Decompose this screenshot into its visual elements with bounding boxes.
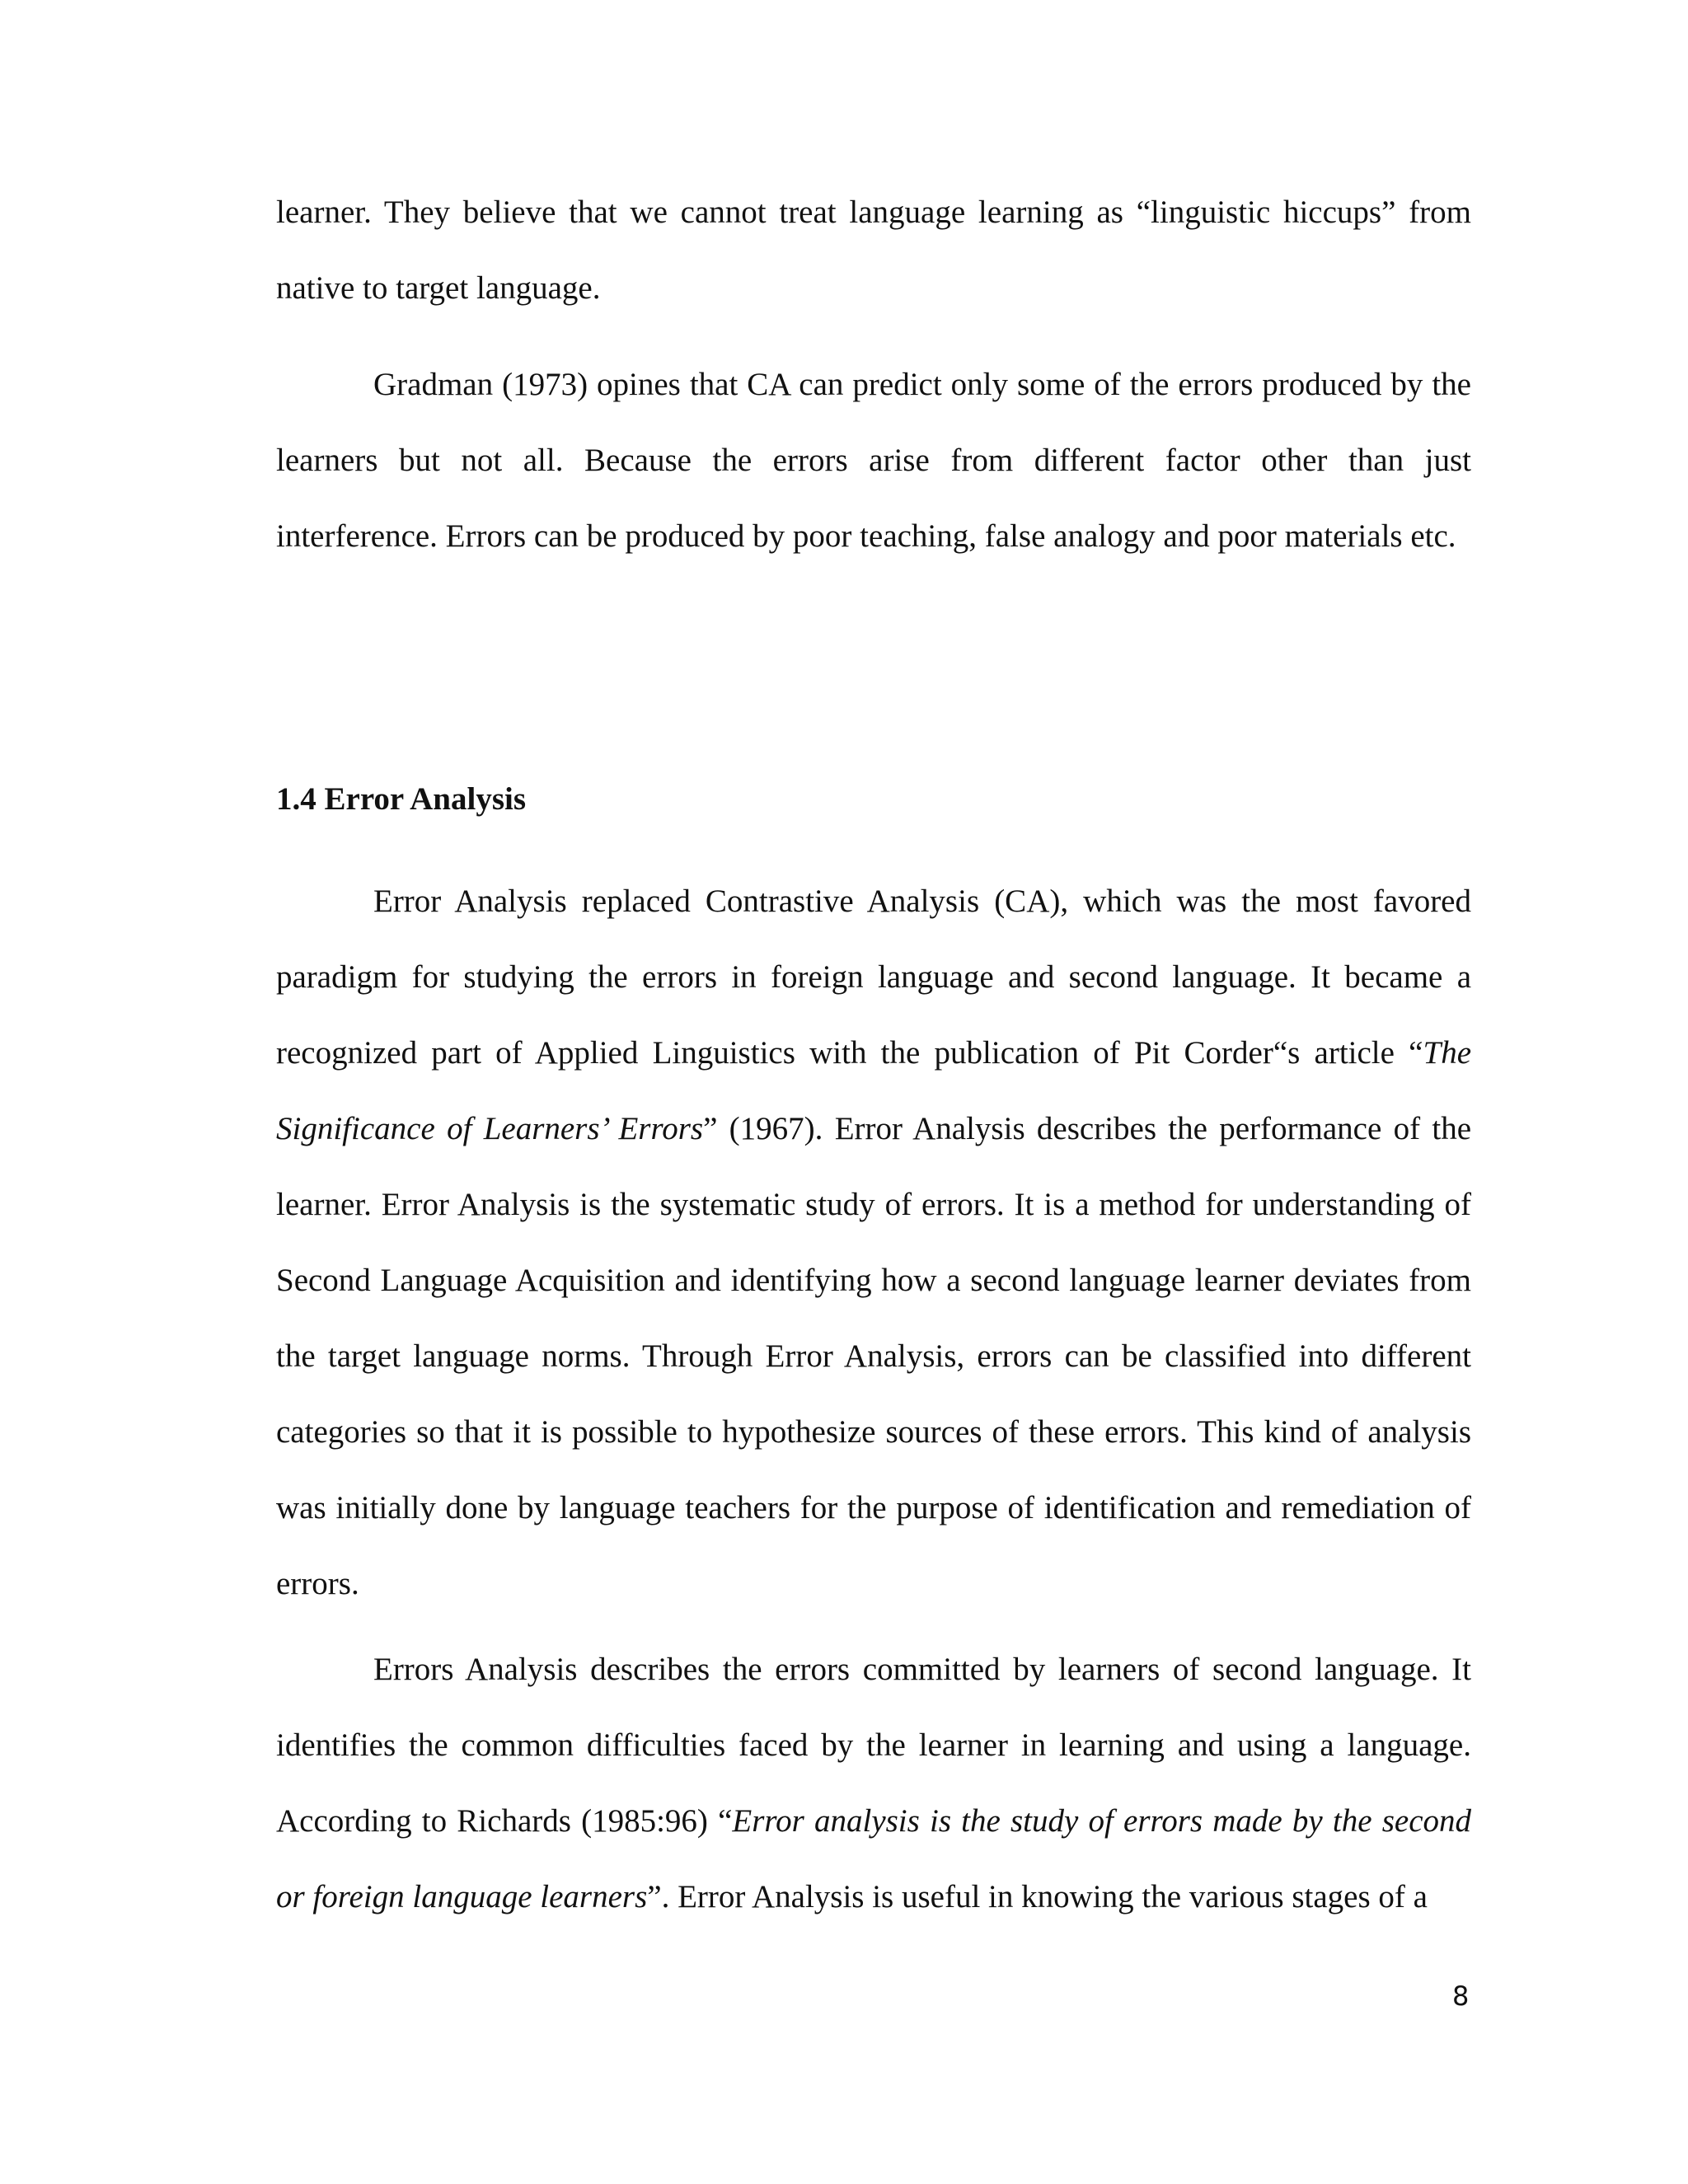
page-number: 8 — [1452, 1980, 1470, 2012]
paragraph-text-part: ”. Error Analysis is useful in knowing the various stages of a — [647, 1879, 1428, 1915]
richards-quote: Error analysis is the study of errors made by the second or foreign language learners — [276, 1803, 1472, 1915]
paragraph-continuation: learner. They believe that we cannot treat language learning as “linguistic hiccups” from native to target language. — [276, 194, 1471, 306]
paragraph-error-analysis-intro — [276, 864, 1471, 1622]
paragraph-text-part: ” (1967). Error Analysis describes the performance of the learner. Error Analysis is the systematic study of errors. It is a method for understanding of Second Language Acquisition and identifying how a second language learner deviates from the target language norms. Through Error Analysis, errors can be classified into different categories so that it is possible to hypothesize sources of these errors. This kind of analysis was initially done by language teachers for the purpose of identification and remediation of errors. — [276, 1111, 1471, 1601]
paragraph-gradman: Gradman (1973) opines that CA can predict only some of the errors produced by the learners but not all. Because the errors arise from different factor other than just interference. Errors can be produced by poor teaching, false analogy and poor materials etc. — [276, 367, 1471, 554]
section-heading: 1.4 Error Analysis — [276, 781, 527, 817]
paragraph-text-part: Errors Analysis describes the errors committed by learners of second language. It identifies the common difficulties faced by the learner in learning and using a language. According to Richards (1985:96) “ — [276, 1652, 1471, 1839]
article-title: The Significance of Learners’ Errors — [276, 1035, 1471, 1146]
paragraph-text-part: Error Analysis replaced Contrastive Analysis (CA), which was the most favored paradigm for studying the errors in foreign language and second language. It became a recognized part of Applied Linguistics with the publication of Pit Corder“s article “ — [276, 883, 1471, 1071]
paragraph-errors-analysis-description — [276, 1632, 1471, 1935]
